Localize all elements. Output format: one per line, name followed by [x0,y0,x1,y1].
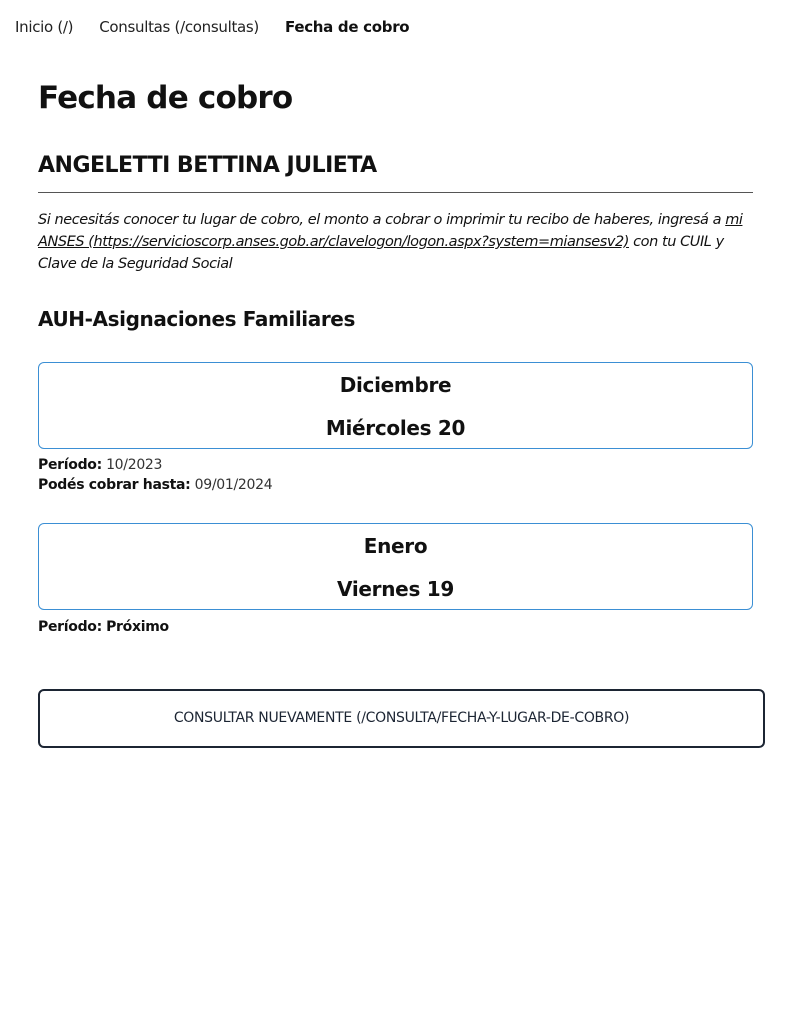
collect-until-line [38,477,272,493]
period-value: 10/2023 [106,457,163,473]
breadcrumb-link-inicio[interactable]: Inicio (/) [15,18,74,36]
payment-card-diciembre [38,362,753,449]
info-text-after: con tu CUIL y Clave de la Seguridad Social [38,234,724,272]
breadcrumb [15,18,409,36]
collect-until-label: Podés cobrar hasta: [38,477,191,493]
consult-again-button[interactable]: CONSULTAR NUEVAMENTE (/CONSULTA/FECHA-Y-LUGAR-DE-COBRO) [38,689,765,748]
info-text-before: Si necesitás conocer tu lugar de cobro, el monto a cobrar o imprimir tu recibo de haberes, ingresá a [38,212,726,228]
payment-month: Diciembre [339,373,452,397]
period-label: Período: [38,457,102,473]
mi-anses-link[interactable]: mi ANSES (https://servicioscorp.anses.gob.ar/clavelogon/logon.aspx?system=miansesv2) [38,212,743,250]
info-text [38,209,756,275]
person-name: ANGELETTI BETTINA JULIETA [38,153,377,178]
period-label: Período: [38,619,102,635]
section-title: AUH-Asignaciones Familiares [38,307,355,331]
payment-card-enero [38,523,753,610]
payment-day: Viernes 19 [337,577,454,601]
page-title: Fecha de cobro [38,80,293,116]
breadcrumb-link-consultas[interactable]: Consultas (/consultas) [99,18,259,36]
payment-month: Enero [363,534,428,558]
period-value: Próximo [106,619,169,635]
collect-until-value: 09/01/2024 [194,477,273,493]
divider [38,192,753,193]
breadcrumb-current: Fecha de cobro [285,18,410,36]
payment-day: Miércoles 20 [325,416,466,440]
period-line [38,457,162,473]
period-line [38,619,169,635]
